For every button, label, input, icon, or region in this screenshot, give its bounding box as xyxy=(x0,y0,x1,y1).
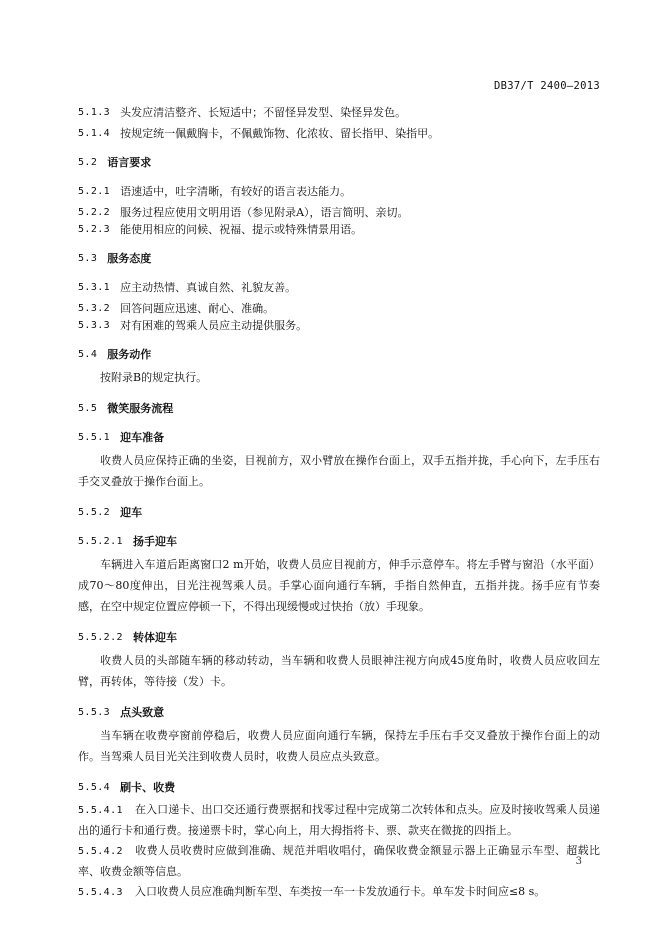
clause-number: 5.5.4.3 xyxy=(78,887,123,898)
clause-text: 应主动热情、真诚自然、礼貌友善。 xyxy=(120,281,297,294)
clause-number: 5.5.4.2 xyxy=(78,846,123,857)
clause-5-5-4-1 xyxy=(78,800,600,841)
section-number: 5.5.2.2 xyxy=(78,632,123,643)
clause-number: 5.2.1 xyxy=(78,186,111,197)
clause-5-3-3 xyxy=(78,317,600,334)
section-paragraph-5-5-3: 当车辆在收费亭窗前停稳后，收费人员应面向通行车辆，保持左手压右手交叉叠放于操作台面上的动作。当驾乘人员目光关注到收费人员时，收费人员应点头致意。 xyxy=(78,729,600,763)
section-heading-5-5-2-1 xyxy=(78,533,600,550)
section-paragraph-5-4: 按附录B的规定执行。 xyxy=(100,371,208,384)
section-heading-5-5-3 xyxy=(78,704,600,721)
clause-text: 头发应清洁整齐、长短适中；不留怪异发型、染怪异发色。 xyxy=(120,106,407,119)
section-heading-5-5-2-2 xyxy=(78,629,600,646)
section-title: 刷卡、收费 xyxy=(120,781,176,794)
section-number: 5.5 xyxy=(78,403,98,414)
section-number: 5.5.2.1 xyxy=(78,536,123,547)
section-number: 5.5.1 xyxy=(78,432,111,443)
section-title: 迎车 xyxy=(120,506,143,519)
clause-number: 5.5.4.1 xyxy=(78,805,123,816)
section-title: 迎车准备 xyxy=(120,431,165,444)
page-number: 3 xyxy=(575,856,582,867)
clause-5-5-4-3 xyxy=(78,882,600,903)
clause-text: 收费人员收费时应做到准确、规范并唱收唱付，确保收费金额显示器上正确显示车型、超载比率、收费金额等信息。 xyxy=(78,844,600,878)
clause-text: 回答问题应迅速、耐心、准确。 xyxy=(120,302,275,315)
section-number: 5.5.3 xyxy=(78,707,111,718)
clause-number: 5.3.2 xyxy=(78,303,111,314)
section-heading-5-5-4 xyxy=(78,779,600,796)
clause-5-1-3 xyxy=(78,104,600,121)
clause-5-3-2 xyxy=(78,300,600,317)
section-paragraph-5-5-2-2: 收费人员的头部随车辆的移动转动，当车辆和收费人员眼神注视方向成45度角时，收费人员应收回左臂，再转体，等待接（发）卡。 xyxy=(78,654,600,688)
section-number: 5.2 xyxy=(78,157,98,168)
clause-number: 5.1.3 xyxy=(78,107,111,118)
clause-number: 5.2.2 xyxy=(78,207,111,218)
clause-5-5-4-2 xyxy=(78,841,600,882)
clause-text: 按规定统一佩戴胸卡，不佩戴饰物、化浓妆、留长指甲、染指甲。 xyxy=(120,127,440,140)
section-heading-5-4 xyxy=(78,346,600,363)
clause-text: 在入口递卡、出口交还通行费票据和找零过程中完成第二次转体和点头。应及时接收驾乘人员递出的通行卡和通行费。接递票卡时，掌心向上，用大拇指将卡、票、款夹在微拢的四指上。 xyxy=(78,803,600,837)
clause-text: 对有困难的驾乘人员应主动提供服务。 xyxy=(120,319,308,332)
section-heading-5-3 xyxy=(78,250,600,267)
section-heading-5-5-1 xyxy=(78,429,600,446)
section-title: 扬手迎车 xyxy=(132,535,177,548)
clause-5-2-1 xyxy=(78,183,600,200)
clause-number: 5.3.1 xyxy=(78,282,111,293)
clause-number: 5.3.3 xyxy=(78,320,111,331)
section-title: 服务态度 xyxy=(107,252,152,265)
section-title: 微笑服务流程 xyxy=(107,402,174,415)
section-title: 点头致意 xyxy=(120,706,165,719)
section-title: 语言要求 xyxy=(107,156,152,169)
page-content xyxy=(78,104,600,903)
clause-5-1-4 xyxy=(78,125,600,142)
section-number: 5.3 xyxy=(78,253,98,264)
section-paragraph-5-5-1: 收费人员应保持正确的坐姿，目视前方，双小臂放在操作台面上，双手五指并拢，手心向下，左手压右手交叉叠放于操作台面上。 xyxy=(78,454,600,488)
section-title: 转体迎车 xyxy=(132,631,177,644)
section-paragraph-5-5-2-1: 车辆进入车道后距离窗口2 m开始，收费人员应目视前方，伸手示意停车。将左手臂与窗沿（水平面）成70～80度伸出，目光注视驾乘人员。手掌心面向通行车辆，手指自然伸直，五指并拢。扬手应有节奏感，在空中规定位置应停顿一下，不得出现缓慢或过快抬（放）手现象。 xyxy=(78,558,600,613)
clause-number: 5.2.3 xyxy=(78,224,111,235)
clause-5-3-1 xyxy=(78,279,600,296)
clause-text: 服务过程应使用文明用语（参见附录A），语言简明、亲切。 xyxy=(120,206,409,219)
clause-text: 语速适中，吐字清晰，有较好的语言表达能力。 xyxy=(120,185,352,198)
standard-code: DB37/T 2400—2013 xyxy=(494,80,600,92)
clause-text: 能使用相应的问候、祝福、提示或特殊情景用语。 xyxy=(120,223,363,236)
clause-number: 5.1.4 xyxy=(78,128,111,139)
section-heading-5-5-2 xyxy=(78,504,600,521)
section-number: 5.4 xyxy=(78,349,98,360)
clause-text: 入口收费人员应准确判断车型、车类按一车一卡发放通行卡。单车发卡时间应≤8 s。 xyxy=(134,885,546,898)
clause-5-2-2 xyxy=(78,204,600,221)
section-number: 5.5.2 xyxy=(78,507,111,518)
section-heading-5-2 xyxy=(78,154,600,171)
clause-5-2-3 xyxy=(78,221,600,238)
section-title: 服务动作 xyxy=(107,348,152,361)
section-number: 5.5.4 xyxy=(78,782,111,793)
section-heading-5-5 xyxy=(78,400,600,417)
